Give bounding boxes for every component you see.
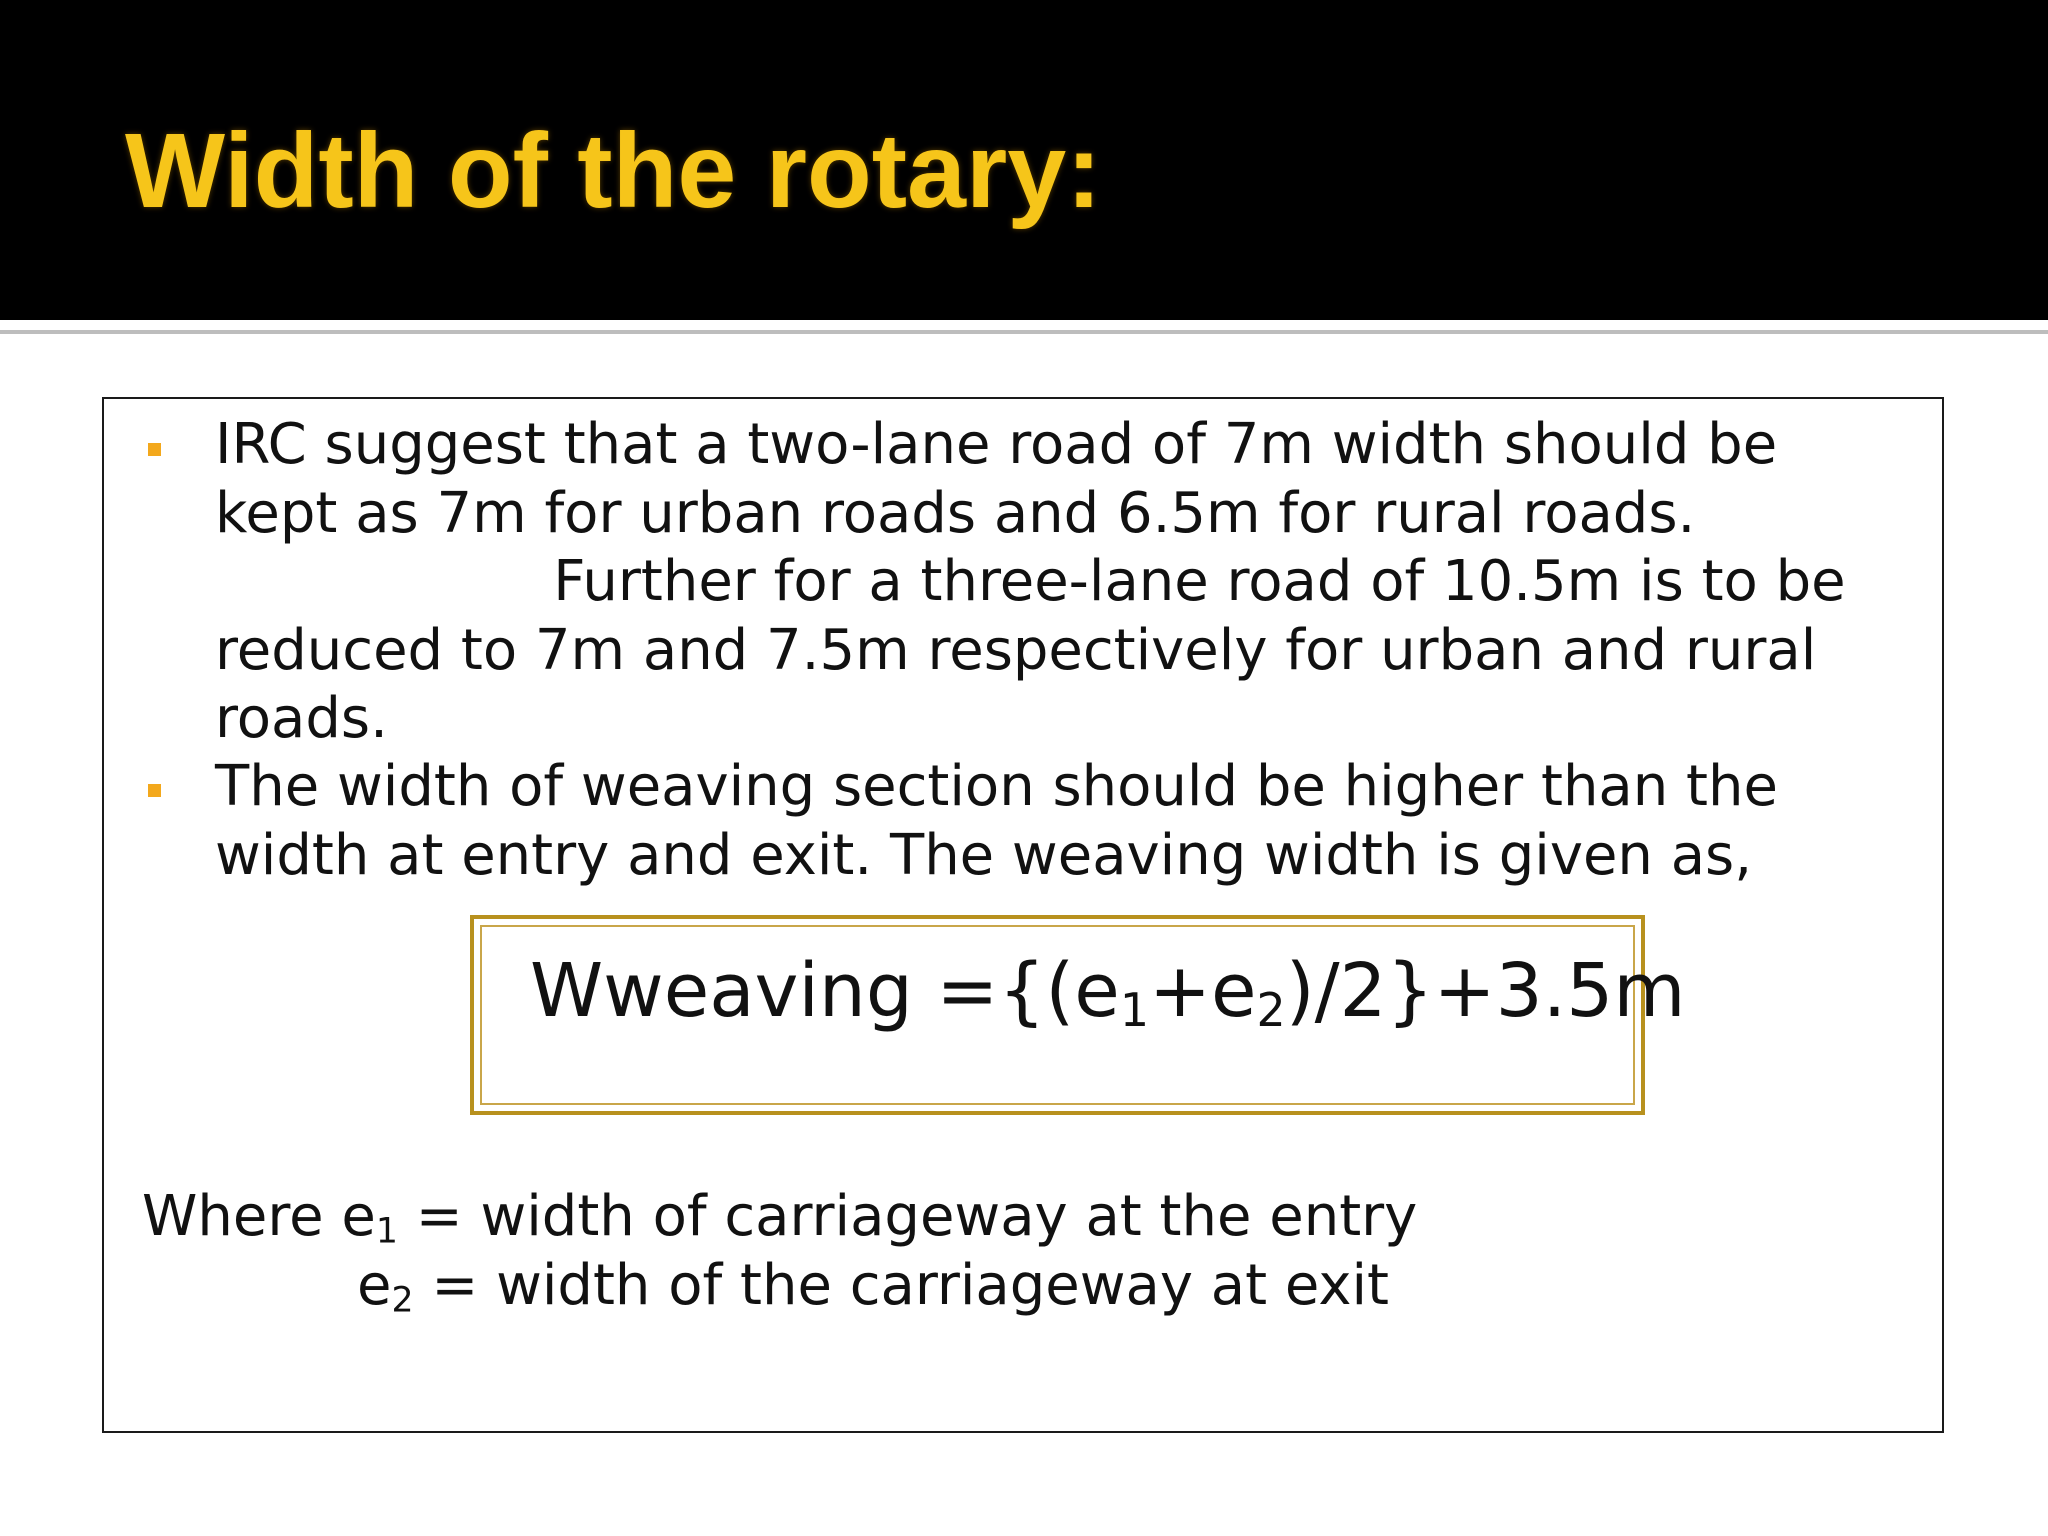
bullet-line: width at entry and exit. The weaving width is given as, xyxy=(215,822,1753,888)
bullet-line: kept as 7m for urban roads and 6.5m for rural roads. xyxy=(215,480,1696,546)
formula-box xyxy=(470,915,1686,1115)
bullet-text-2 xyxy=(215,753,1935,890)
where-e1-definition: = width of carriageway at the entry xyxy=(397,1184,1418,1249)
formula-part2: +e xyxy=(1149,948,1257,1034)
bullet-text-1 xyxy=(215,411,1935,754)
bullet-line: The width of weaving section should be higher than the xyxy=(215,754,1778,819)
where-definitions xyxy=(142,1183,1417,1320)
formula-lhs: Wweaving = xyxy=(530,948,999,1034)
where-sub1: 1 xyxy=(375,1211,398,1252)
formula-part1: {(e xyxy=(998,948,1120,1034)
formula-sub2: 2 xyxy=(1256,983,1286,1038)
where-e2-symbol: e xyxy=(357,1252,392,1318)
bullet-line: reduced to 7m and 7.5m respectively for urban and rural xyxy=(215,617,1817,683)
formula-sub1: 1 xyxy=(1119,983,1149,1038)
title-bar xyxy=(0,0,2048,320)
where-line-e1 xyxy=(142,1183,1417,1252)
formula-part3: )/2}+3.5m xyxy=(1285,948,1686,1034)
bullet-line: Further for a three-lane road of 10.5m is to be xyxy=(215,549,1846,614)
bullet-line: IRC suggest that a two-lane road of 7m width should be xyxy=(215,412,1778,477)
bullet-marker-icon xyxy=(148,784,161,797)
bullet-marker-icon xyxy=(148,443,161,456)
where-sub2: 2 xyxy=(391,1280,414,1321)
slide-title: Width of the rotary: xyxy=(125,112,1102,230)
where-line-e2 xyxy=(142,1252,1417,1321)
title-divider xyxy=(0,330,2048,334)
weaving-width-formula xyxy=(530,948,1686,1038)
where-e2-definition: = width of the carriageway at exit xyxy=(413,1252,1390,1318)
where-prefix: Where e xyxy=(142,1184,376,1249)
bullet-line: roads. xyxy=(215,686,388,751)
